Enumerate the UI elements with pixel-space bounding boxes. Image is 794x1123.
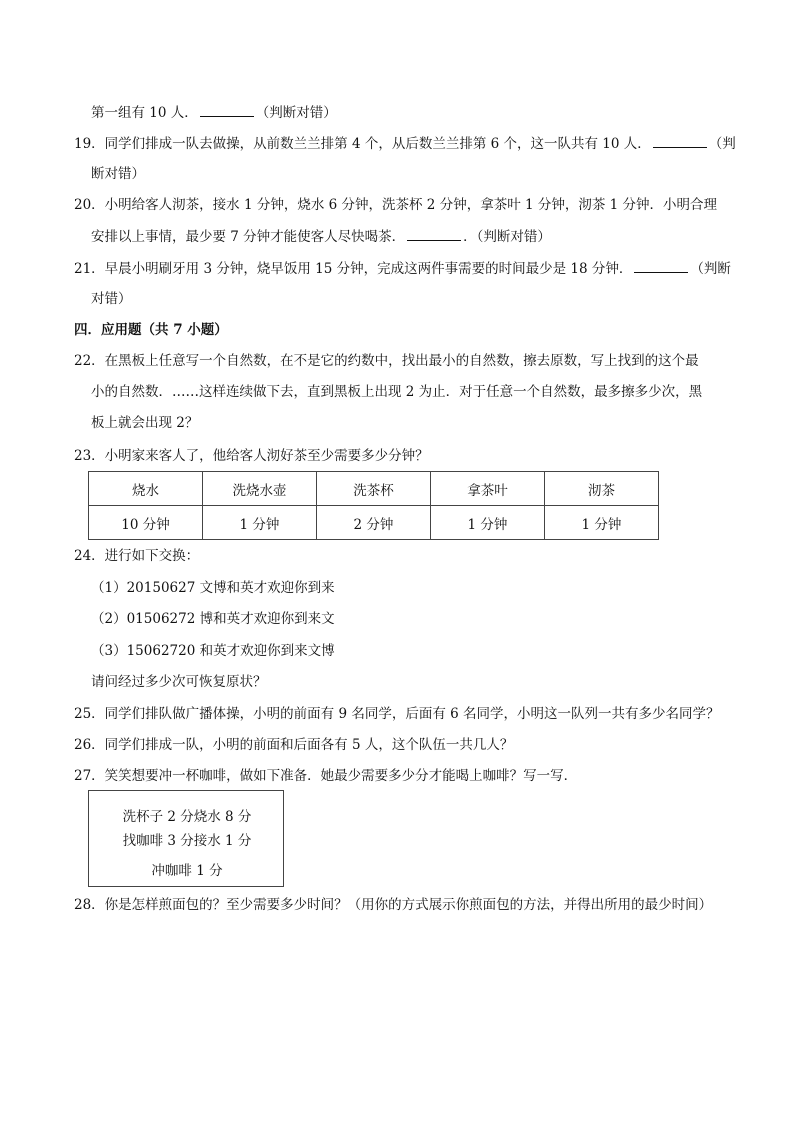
list-item: （1）20150627 文博和英才欢迎你到来 bbox=[91, 580, 335, 596]
question-20: 20．小明给客人沏茶，接水 1 分钟，烧水 6 分钟，洗茶杯 2 分钟，拿茶叶 1 分钟，沏茶 1 分钟．小明合理 bbox=[74, 197, 718, 213]
answer-blank[interactable] bbox=[653, 133, 707, 148]
question-28: 28．你是怎样煎面包的？至少需要多少时间？（用你的方式展示你煎面包的方法，并得出所用的最少时间） bbox=[74, 897, 713, 913]
table-row bbox=[89, 506, 659, 540]
table-cell: 1 分钟 bbox=[203, 506, 317, 540]
question-19: 19．同学们排成一队去做操，从前数兰兰排第 4 个，从后数兰兰排第 6 个，这一队共有 10 人． （判 bbox=[74, 133, 736, 154]
question-20-line2: 安排以上事情，最少要 7 分钟才能使客人尽快喝茶． ．（判断对错） bbox=[91, 226, 551, 247]
table-cell: 拿茶叶 bbox=[431, 472, 545, 506]
table-cell: 烧水 bbox=[89, 472, 203, 506]
answer-blank[interactable] bbox=[407, 226, 461, 241]
question-24-ask: 请问经过多少次可恢复原状？ bbox=[91, 674, 267, 690]
table-cell: 洗茶杯 bbox=[317, 472, 431, 506]
question-22: 22．在黑板上任意写一个自然数，在不是它的约数中，找出最小的自然数，擦去原数，写上找到的这个最 bbox=[74, 353, 699, 369]
question-22-line3: 板上就会出现 2？ bbox=[91, 415, 199, 431]
section-title-applications: 四．应用题（共 7 小题） bbox=[74, 322, 228, 338]
question-27: 27．笑笑想要冲一杯咖啡，做如下准备．她最少需要多少分才能喝上咖啡？写一写． bbox=[74, 768, 578, 784]
table-cell: 1 分钟 bbox=[431, 506, 545, 540]
coffee-steps-box bbox=[88, 790, 284, 887]
question-22-line2: 小的自然数．……这样连续做下去，直到黑板上出现 2 为止．对于任意一个自然数，最多擦多少次，黑 bbox=[91, 384, 703, 400]
question-26: 26．同学们排成一队，小明的前面和后面各有 5 人，这个队伍一共几人？ bbox=[74, 737, 514, 753]
box-line: 冲咖啡 1 分 bbox=[151, 863, 223, 879]
table-cell: 沏茶 bbox=[545, 472, 659, 506]
tea-steps-table bbox=[88, 471, 659, 540]
q18-continuation: 第一组有 10 人． （判断对错） bbox=[91, 102, 337, 123]
box-line: 洗杯子 2 分烧水 8 分 bbox=[122, 809, 252, 825]
question-21-line2: 对错） bbox=[91, 291, 132, 307]
table-header-row bbox=[89, 472, 659, 506]
question-19-line2: 断对错） bbox=[91, 166, 145, 182]
list-item: （3）15062720 和英才欢迎你到来文博 bbox=[91, 643, 335, 659]
table-cell: 1 分钟 bbox=[545, 506, 659, 540]
table-cell: 10 分钟 bbox=[89, 506, 203, 540]
question-24: 24．进行如下交换： bbox=[74, 548, 200, 564]
box-line: 找咖啡 3 分接水 1 分 bbox=[122, 833, 252, 849]
list-item: （2）01506272 博和英才欢迎你到来文 bbox=[91, 611, 335, 627]
table-cell: 2 分钟 bbox=[317, 506, 431, 540]
answer-blank[interactable] bbox=[200, 102, 254, 117]
question-25: 25．同学们排队做广播体操，小明的前面有 9 名同学，后面有 6 名同学，小明这一队列一共有多少名同学？ bbox=[74, 706, 720, 722]
question-21: 21．早晨小明刷牙用 3 分钟，烧早饭用 15 分钟，完成这两件事需要的时间最少是 18 分钟． （判断 bbox=[74, 258, 731, 279]
question-23: 23．小明家来客人了，他给客人沏好茶至少需要多少分钟？ bbox=[74, 448, 429, 464]
answer-blank[interactable] bbox=[634, 258, 688, 273]
table-cell: 洗烧水壶 bbox=[203, 472, 317, 506]
